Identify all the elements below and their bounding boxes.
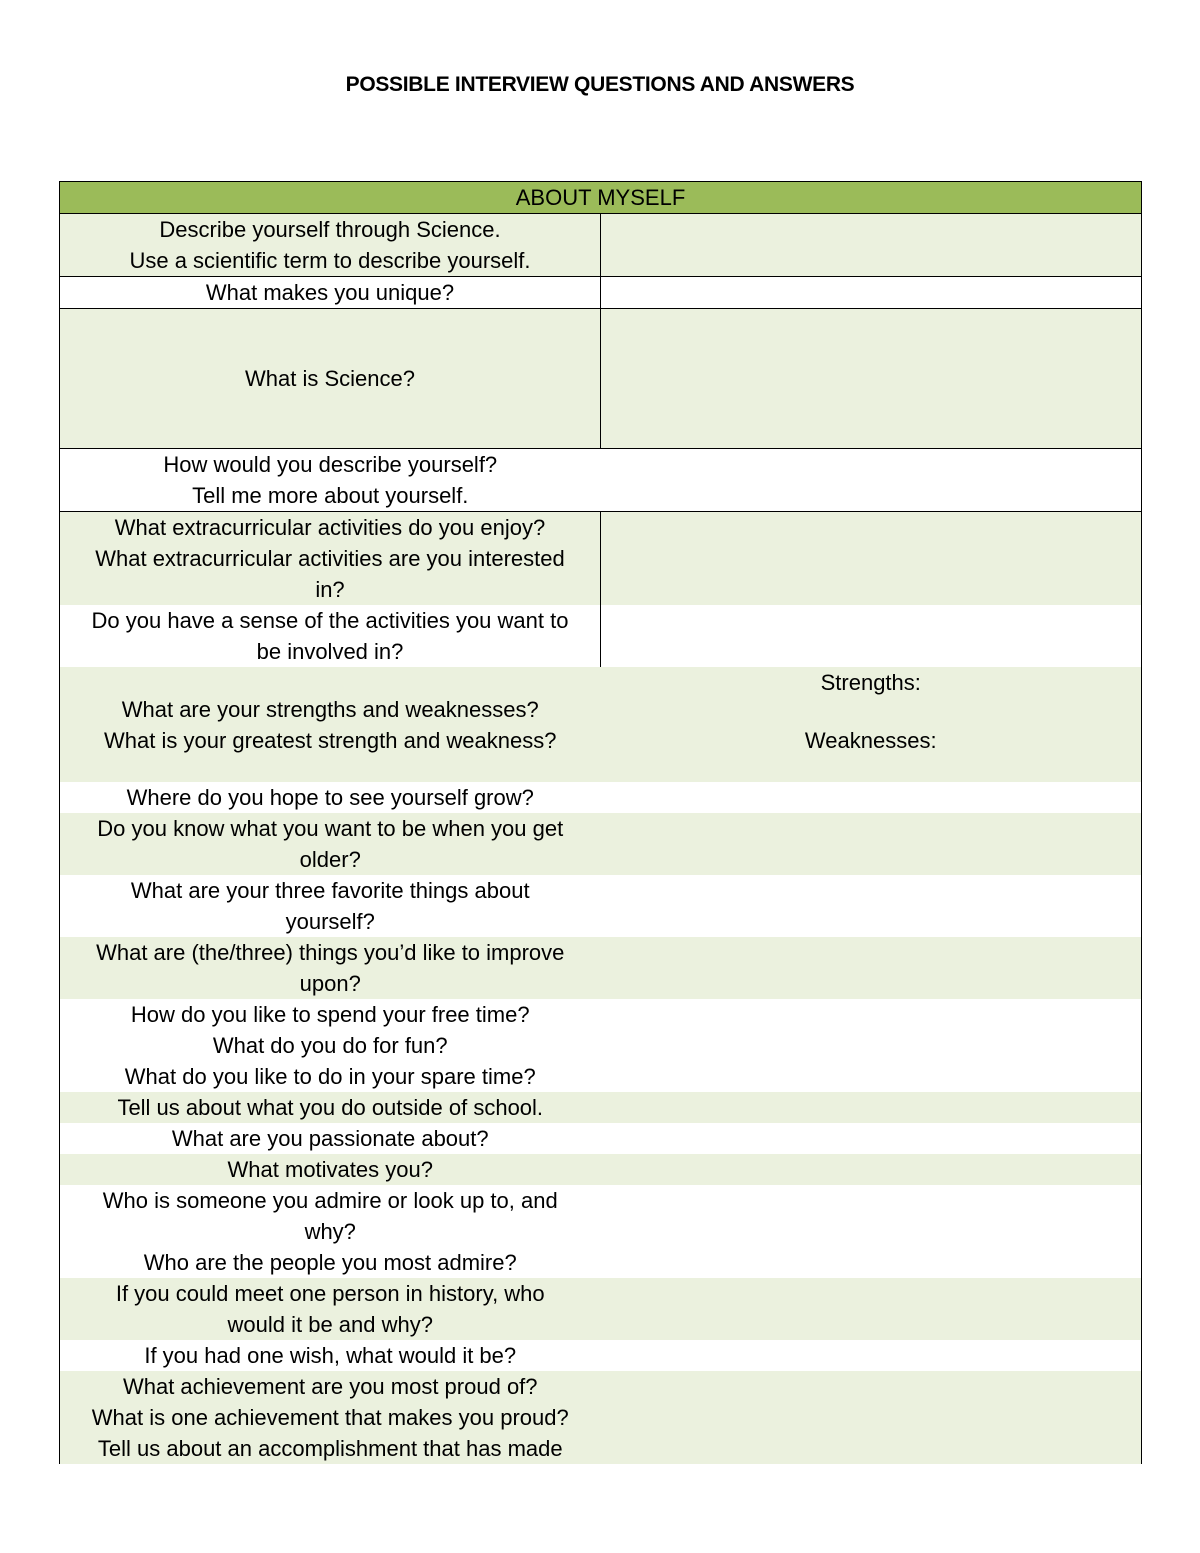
- question-cell: [60, 277, 601, 309]
- table-row: [60, 1278, 1142, 1340]
- question-cell: [60, 1278, 601, 1340]
- table-row: [60, 813, 1142, 875]
- table-row: [60, 512, 1142, 606]
- answer-cell[interactable]: [601, 999, 1142, 1092]
- question-line: Tell us about an accomplishment that has made: [97, 1436, 563, 1461]
- answer-cell[interactable]: [601, 1185, 1142, 1278]
- table-row: [60, 937, 1142, 999]
- question-line: What is one achievement that makes you proud?: [91, 1405, 569, 1430]
- weaknesses-label: Weaknesses:: [804, 728, 937, 753]
- question-line: If you had one wish, what would it be?: [144, 1343, 517, 1368]
- answer-cell[interactable]: [601, 277, 1142, 309]
- question-cell: [60, 875, 601, 937]
- answer-cell[interactable]: [601, 813, 1142, 875]
- table-row: [60, 999, 1142, 1092]
- question-line: yourself?: [285, 909, 375, 934]
- question-line: in?: [315, 577, 345, 602]
- question-line: What extracurricular activities are you interested: [95, 546, 565, 571]
- answer-cell[interactable]: [601, 309, 1142, 449]
- strengths-label: Strengths:: [820, 670, 921, 695]
- question-line: If you could meet one person in history, who: [115, 1281, 545, 1306]
- question-cell: [60, 937, 601, 999]
- answer-cell[interactable]: [601, 449, 1142, 512]
- question-line: why?: [304, 1219, 356, 1244]
- page-title: POSSIBLE INTERVIEW QUESTIONS AND ANSWERS: [345, 73, 855, 96]
- answer-cell[interactable]: [601, 512, 1142, 606]
- question-line: What are your strengths and weaknesses?: [121, 696, 539, 722]
- question-line: Who is someone you admire or look up to, and: [102, 1188, 558, 1213]
- question-line: Do you have a sense of the activities you want to: [91, 608, 569, 633]
- question-cell: [60, 1123, 601, 1154]
- table-row: [60, 277, 1142, 309]
- question-line: Tell me more about yourself.: [192, 483, 469, 508]
- question-line: How do you like to spend your free time?: [130, 1002, 530, 1027]
- question-line: What makes you unique?: [205, 280, 455, 305]
- question-line: What do you like to do in your spare time?: [124, 1064, 536, 1089]
- table-row: [60, 214, 1142, 277]
- table-row: [60, 605, 1142, 667]
- question-line: Where do you hope to see yourself grow?: [126, 785, 534, 810]
- answer-cell[interactable]: [601, 605, 1142, 667]
- question-line: What is your greatest strength and weakness?: [104, 727, 557, 753]
- table-row: [60, 782, 1142, 813]
- question-line: What are (the/three) things you’d like to improve: [96, 940, 565, 965]
- question-line: Tell us about what you do outside of school.: [117, 1095, 544, 1120]
- question-cell: [60, 999, 601, 1092]
- table-row: [60, 309, 1142, 449]
- question-line: How would you describe yourself?: [163, 452, 498, 477]
- question-line: What are your three favorite things about: [130, 878, 530, 903]
- question-line: upon?: [299, 971, 361, 996]
- question-cell: [60, 605, 601, 667]
- table-row: [60, 1123, 1142, 1154]
- question-line: Do you know what you want to be when you get: [97, 816, 564, 841]
- answer-cell[interactable]: [601, 875, 1142, 937]
- answer-cell[interactable]: [601, 1154, 1142, 1185]
- table-row: [60, 1185, 1142, 1278]
- question-cell: [60, 1371, 601, 1464]
- question-line: would it be and why?: [227, 1312, 433, 1337]
- question-cell: [60, 667, 601, 782]
- question-cell: [60, 1092, 601, 1123]
- table-row: [60, 1092, 1142, 1123]
- question-line: Describe yourself through Science.: [159, 217, 501, 242]
- answer-cell[interactable]: [601, 1371, 1142, 1464]
- question-cell: [60, 813, 601, 875]
- question-cell: [60, 512, 601, 606]
- question-line: What is Science?: [245, 366, 415, 391]
- question-cell: [60, 214, 601, 277]
- question-line: What achievement are you most proud of?: [122, 1374, 538, 1399]
- answer-cell[interactable]: [601, 1123, 1142, 1154]
- answer-cell[interactable]: [601, 667, 1142, 782]
- question-cell: [60, 1154, 601, 1185]
- table-row: [60, 1154, 1142, 1185]
- question-line: What are you passionate about?: [171, 1126, 489, 1151]
- qa-table: [59, 181, 1142, 1464]
- answer-cell[interactable]: [601, 1340, 1142, 1371]
- answer-cell[interactable]: [601, 1278, 1142, 1340]
- question-line: be involved in?: [256, 639, 404, 664]
- answer-cell[interactable]: [601, 1092, 1142, 1123]
- section-header: ABOUT MYSELF: [60, 182, 1142, 214]
- answer-cell[interactable]: [601, 214, 1142, 277]
- question-line: What motivates you?: [227, 1157, 433, 1182]
- question-cell: [60, 782, 601, 813]
- table-row: [60, 449, 1142, 512]
- answer-cell[interactable]: [601, 782, 1142, 813]
- question-cell: [60, 449, 601, 512]
- question-cell: [60, 309, 601, 449]
- question-line: What do you do for fun?: [212, 1033, 448, 1058]
- question-cell: [60, 1185, 601, 1278]
- question-cell: [60, 1340, 601, 1371]
- question-line: What extracurricular activities do you enjoy?: [114, 515, 546, 540]
- table-row: [60, 875, 1142, 937]
- question-line: older?: [299, 847, 361, 872]
- table-row: [60, 667, 1142, 782]
- answer-cell[interactable]: [601, 937, 1142, 999]
- table-row: [60, 1371, 1142, 1464]
- question-line: Who are the people you most admire?: [143, 1250, 517, 1275]
- table-row: [60, 1340, 1142, 1371]
- question-line: Use a scientific term to describe yourself.: [129, 248, 531, 273]
